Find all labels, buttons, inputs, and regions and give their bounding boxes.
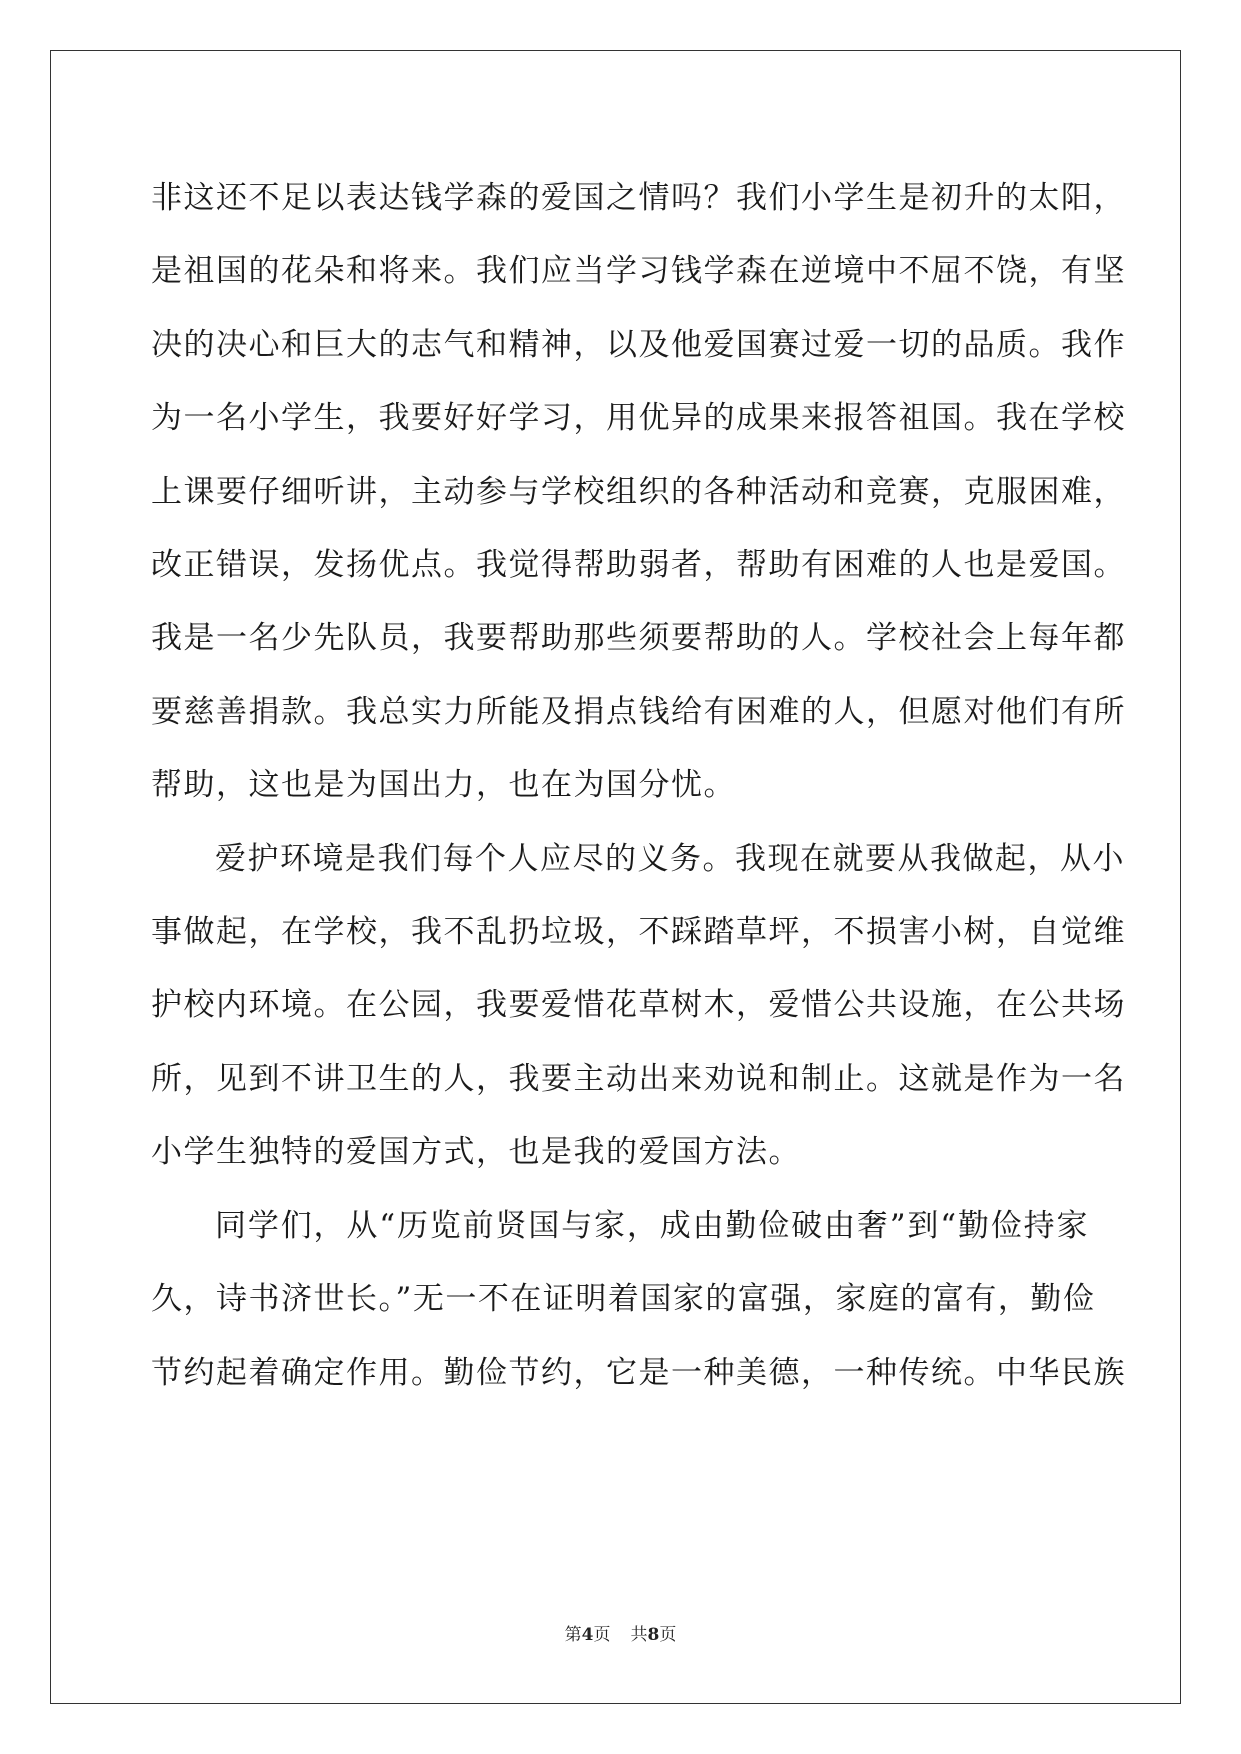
total-pages: 8 <box>647 1625 660 1645</box>
page-suffix: 页 <box>593 1625 611 1645</box>
text-line: 久，诗书济世长。”无一不在证明着国家的富强，家庭的富有，勤俭 <box>151 1281 1096 1318</box>
total-prefix: 共 <box>630 1625 648 1645</box>
text-line: 护校内环境。在公园，我要爱惜花草树木，爱惜公共设施，在公共场 <box>151 987 1126 1024</box>
page-number: 4 <box>581 1625 594 1645</box>
page-prefix: 第 <box>564 1625 582 1645</box>
paragraph-1 <box>151 162 1126 823</box>
text-line: 非这还不足以表达钱学森的爱国之情吗？我们小学生是初升的太阳， <box>151 180 1126 216</box>
text-line: 事做起，在学校，我不乱扔垃圾，不踩踏草坪，不损害小树，自觉维 <box>151 914 1126 951</box>
page-footer <box>0 1620 1241 1645</box>
total-suffix: 页 <box>659 1625 677 1645</box>
text-line: 改正错误，发扬优点。我觉得帮助弱者，帮助有困难的人也是爱国。 <box>151 547 1126 584</box>
text-line: 决的决心和巨大的志气和精神，以及他爱国赛过爱一切的品质。我作 <box>151 326 1126 363</box>
text-line: 小学生独特的爱国方式，也是我的爱国方法。 <box>151 1134 801 1171</box>
text-line: 是祖国的花朵和将来。我们应当学习钱学森在逆境中不屈不饶，有坚 <box>151 253 1126 290</box>
text-line: 帮助，这也是为国出力，也在为国分忧。 <box>151 767 736 804</box>
text-line: 上课要仔细听讲，主动参与学校组织的各种活动和竞赛，克服困难， <box>151 473 1126 510</box>
text-line: 要慈善捐款。我总实力所能及捐点钱给有困难的人，但愿对他们有所 <box>151 693 1126 730</box>
text-line: 我是一名少先队员，我要帮助那些须要帮助的人。学校社会上每年都 <box>151 620 1126 657</box>
paragraph-3 <box>151 1190 1126 1410</box>
text-line: 为一名小学生，我要好好学习，用优异的成果来报答祖国。我在学校 <box>151 400 1126 437</box>
text-line: 爱护环境是我们每个人应尽的义务。我现在就要从我做起，从小 <box>215 840 1125 877</box>
text-line: 所，见到不讲卫生的人，我要主动出来劝说和制止。这就是作为一名 <box>151 1060 1126 1097</box>
paragraph-2 <box>151 823 1126 1190</box>
text-line: 同学们，从“历览前贤国与家，成由勤俭破由奢”到“勤俭持家 <box>215 1207 1089 1244</box>
text-line: 节约起着确定作用。勤俭节约，它是一种美德，一种传统。中华民族 <box>151 1354 1126 1391</box>
document-body <box>151 162 1126 1410</box>
